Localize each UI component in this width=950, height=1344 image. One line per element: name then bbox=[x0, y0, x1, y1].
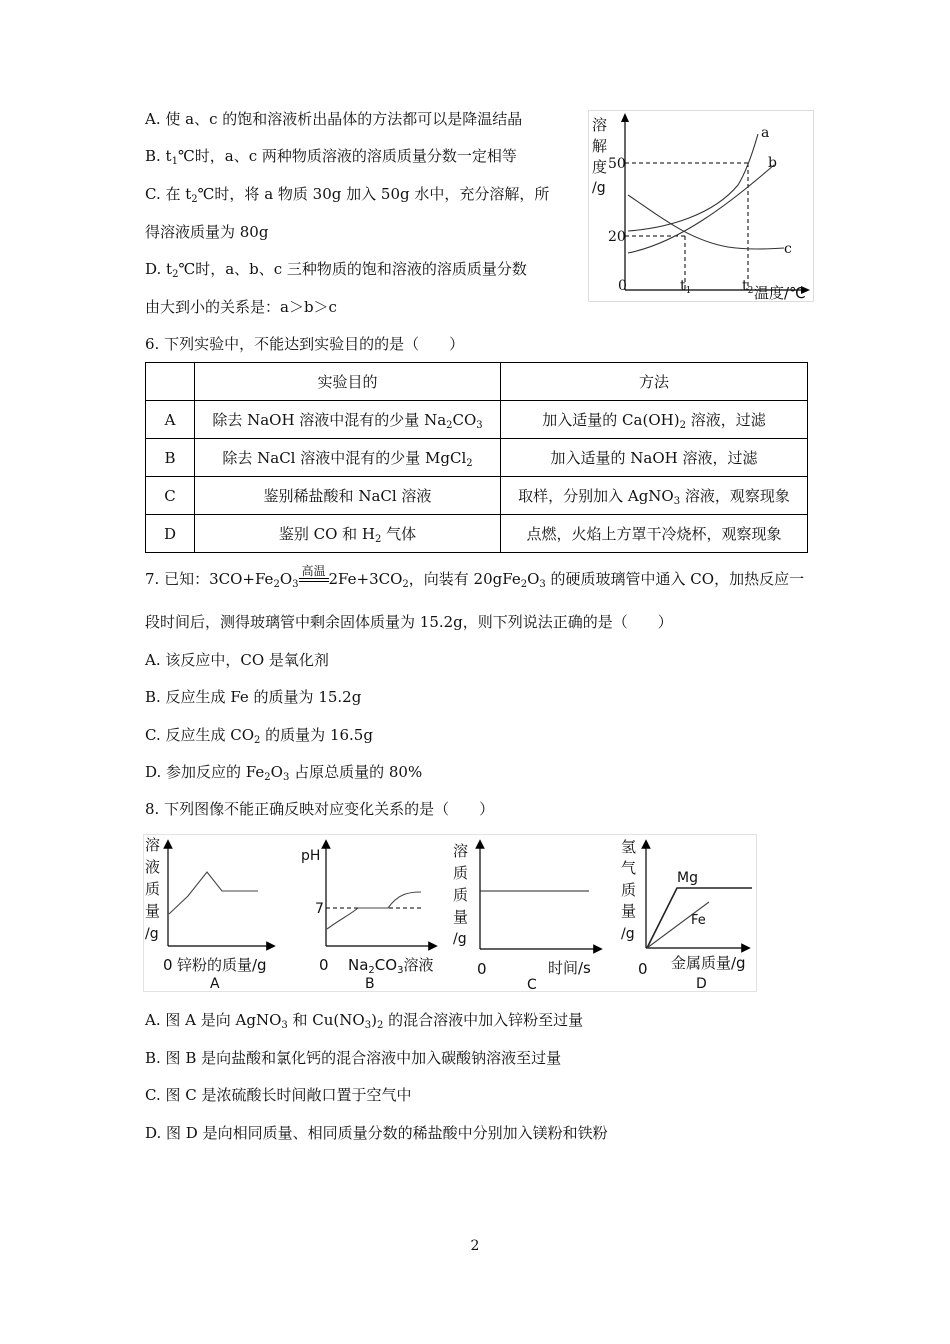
q8-stem: 8. 下列图像不能正确反映对应变化关系的是（ ） bbox=[145, 800, 495, 818]
q7-option-a: A. 该反应中，CO 是氧化剂 bbox=[145, 651, 329, 669]
q8-option-b: B. 图 B 是向盐酸和氯化钙的混合溶液中加入碳酸钠溶液至过量 bbox=[145, 1049, 562, 1067]
svg-text:Na2CO3溶液: $Na_2CO_3$溶液 bbox=[348, 956, 434, 976]
page-number: 2 bbox=[470, 1238, 480, 1254]
row-goal: 除去 NaCl 溶液中混有的少量 MgCl$_2$ bbox=[195, 439, 501, 477]
svg-text:Fe: Fe bbox=[691, 913, 706, 928]
svg-text:0: 0 bbox=[163, 956, 173, 974]
row-label: A bbox=[146, 401, 195, 439]
svg-text:0: 0 bbox=[319, 956, 329, 974]
svg-text:金属质量/g: 金属质量/g bbox=[671, 954, 746, 972]
table-row bbox=[146, 515, 808, 553]
graph-a bbox=[145, 836, 271, 992]
curve-c-label: c bbox=[784, 241, 792, 257]
reaction-condition: 高温 bbox=[299, 569, 329, 589]
row-goal: 除去 NaOH 溶液中混有的少量 $Na_2CO_3$ bbox=[195, 401, 501, 439]
solubility-xlabel: 温度/℃ bbox=[754, 284, 806, 302]
q8-option-a: A. 图 A 是向 AgNO$_3$ 和 $Cu(NO_3)_2$ 的混合溶液中加入锌粉至过量 bbox=[145, 1011, 584, 1031]
svg-text:0: 0 bbox=[638, 960, 648, 978]
t1-label: t bbox=[680, 278, 686, 294]
svg-text:D: D bbox=[696, 976, 707, 992]
curve-b-label: b bbox=[768, 155, 777, 171]
solubility-ylabel-1: 溶 bbox=[592, 116, 608, 134]
q5-option-c: C. 在 $t_2℃$时，将 a 物质 30g 加入 50g 水中，充分溶解，所 bbox=[145, 185, 550, 205]
table-row bbox=[146, 477, 808, 515]
tick-50: 50 bbox=[608, 156, 626, 172]
svg-text:pH: pH bbox=[301, 848, 321, 864]
t2-sub: 2 bbox=[747, 286, 754, 296]
q5-option-a: A. 使 a、c 的饱和溶液析出晶体的方法都可以是降温结晶 bbox=[145, 110, 523, 128]
svg-text:Mg: Mg bbox=[677, 870, 698, 886]
origin-label: 0 bbox=[618, 278, 627, 294]
graph-d bbox=[621, 838, 752, 992]
svg-text:C: C bbox=[527, 977, 537, 992]
q5-option-d-line2: 由大到小的关系是：a＞b＞c bbox=[145, 298, 337, 316]
q8-option-d: D. 图 D 是向相同质量、相同质量分数的稀盐酸中分别加入镁粉和铁粉 bbox=[145, 1124, 608, 1142]
table-header-row bbox=[146, 363, 808, 401]
q5-option-c-line2: 得溶液质量为 80g bbox=[145, 223, 269, 241]
svg-text:锌粉的质量/g: 锌粉的质量/g bbox=[177, 956, 267, 974]
curve-a bbox=[628, 134, 758, 231]
q7-option-c: C. 反应生成 $CO_2$ 的质量为 16.5g bbox=[145, 726, 373, 746]
svg-text:A: A bbox=[210, 976, 220, 992]
svg-text:/g: /g bbox=[621, 926, 635, 942]
q5-option-b: B. $t_1℃$时，a、c 两种物质溶液的溶质质量分数一定相等 bbox=[145, 147, 517, 167]
graph-b bbox=[301, 844, 433, 992]
q7-stem: 7. 已知：$3CO+Fe_2O_3$ 高温 $2Fe+3CO_2$，向装有 $20gFe_2O_3$ 的硬质玻璃管中通入 CO，加热反应一 bbox=[145, 564, 805, 590]
svg-text:质: 质 bbox=[621, 881, 637, 899]
q8-graphs bbox=[143, 834, 757, 992]
svg-text:t2 bbox=[742, 278, 753, 296]
svg-text:溶: 溶 bbox=[145, 836, 161, 854]
svg-text:量: 量 bbox=[453, 908, 469, 926]
row-label: D bbox=[146, 515, 195, 553]
table-row bbox=[146, 401, 808, 439]
row-method: 加入适量的 NaOH 溶液，过滤 bbox=[501, 439, 808, 477]
row-goal: 鉴别 CO 和 $H_2$ 气体 bbox=[195, 515, 501, 553]
row-label: B bbox=[146, 439, 195, 477]
q8-option-c: C. 图 C 是浓硫酸长时间敞口置于空气中 bbox=[145, 1086, 412, 1104]
svg-text:溶: 溶 bbox=[453, 842, 469, 860]
svg-text:质: 质 bbox=[145, 880, 161, 898]
q7-option-b: B. 反应生成 Fe 的质量为 15.2g bbox=[145, 688, 362, 706]
svg-text:液: 液 bbox=[145, 858, 161, 876]
svg-text:/g: /g bbox=[453, 931, 467, 947]
graph-c bbox=[453, 842, 598, 992]
svg-text:氢: 氢 bbox=[621, 838, 637, 856]
row-method: 取样，分别加入 AgNO$_3$ 溶液，观察现象 bbox=[501, 477, 808, 515]
q7-stem-line2: 段时间后，测得玻璃管中剩余固体质量为 15.2g，则下列说法正确的是（ ） bbox=[145, 613, 673, 631]
solubility-y-arrow bbox=[621, 113, 629, 122]
svg-text:量: 量 bbox=[621, 902, 637, 920]
t2-label: t bbox=[742, 278, 748, 294]
tick-20: 20 bbox=[608, 229, 626, 245]
q6-stem: 6. 下列实验中，不能达到实验目的的是（ ） bbox=[145, 335, 465, 353]
solubility-ylabel-2: 解 bbox=[592, 137, 608, 155]
solubility-ylabel-3: 度 bbox=[592, 158, 608, 176]
table-cell bbox=[146, 363, 195, 401]
t1-sub: 1 bbox=[685, 286, 692, 296]
q6-table bbox=[145, 362, 808, 553]
table-row bbox=[146, 439, 808, 477]
svg-text:时间/s: 时间/s bbox=[548, 959, 591, 977]
svg-text:0: 0 bbox=[477, 960, 487, 978]
svg-text:B: B bbox=[365, 976, 375, 992]
table-header-method: 方法 bbox=[501, 363, 808, 401]
row-goal: 鉴别稀盐酸和 NaCl 溶液 bbox=[195, 477, 501, 515]
svg-text:质: 质 bbox=[453, 886, 469, 904]
row-method: 点燃，火焰上方罩干冷烧杯，观察现象 bbox=[501, 515, 808, 553]
svg-text:7: 7 bbox=[315, 901, 324, 917]
curve-c bbox=[628, 195, 784, 249]
row-label: C bbox=[146, 477, 195, 515]
svg-text:t1 bbox=[680, 278, 691, 296]
curve-a-label: a bbox=[761, 125, 770, 141]
q7-option-d: D. 参加反应的 $Fe_2O_3$ 占原总质量的 80% bbox=[145, 763, 423, 783]
svg-text:量: 量 bbox=[145, 902, 161, 920]
solubility-ylabel-4: /g bbox=[592, 180, 606, 196]
svg-text:质: 质 bbox=[453, 864, 469, 882]
svg-text:/g: /g bbox=[145, 926, 159, 942]
solubility-chart bbox=[588, 110, 814, 302]
table-header-goal: 实验目的 bbox=[195, 363, 501, 401]
row-method: 加入适量的 $Ca(OH)_2$ 溶液，过滤 bbox=[501, 401, 808, 439]
svg-text:气: 气 bbox=[621, 859, 637, 877]
q5-option-d: D. $t_2℃$时，a、b、c 三种物质的饱和溶液的溶质质量分数 bbox=[145, 260, 527, 280]
